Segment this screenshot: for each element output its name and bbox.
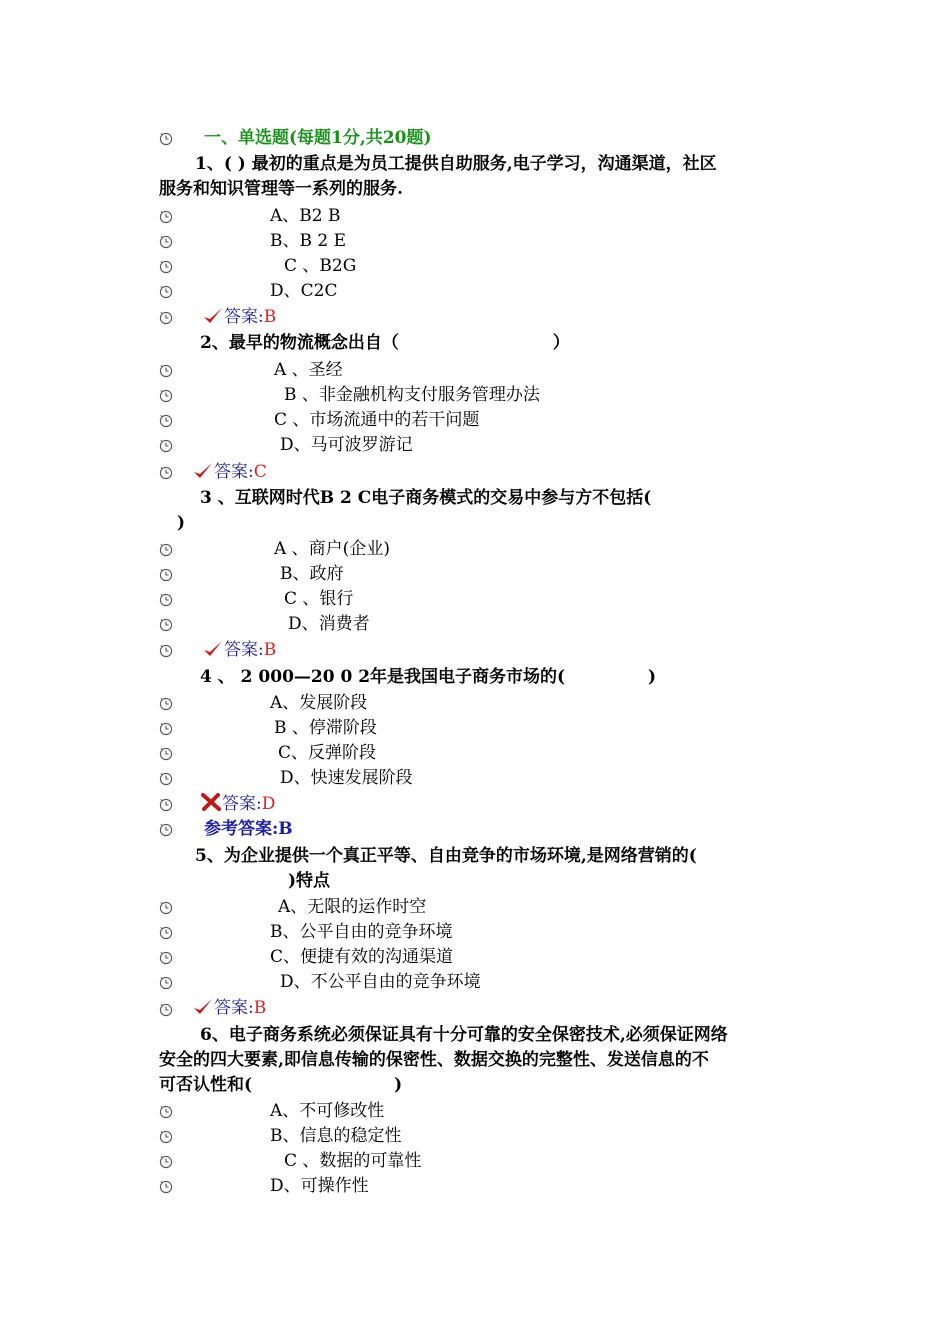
option-radio-icon[interactable] bbox=[159, 543, 173, 557]
q4-reference-answer bbox=[204, 817, 293, 842]
option-radio-icon[interactable] bbox=[159, 951, 173, 965]
question-1-stem: 1、( ) 最初的重点是为员工提供自助服务,电子学习，沟通渠道，社区 bbox=[195, 154, 717, 174]
option-radio-icon[interactable] bbox=[159, 439, 173, 453]
q2-answer bbox=[214, 460, 267, 485]
answer-label: 答案: bbox=[214, 998, 254, 1018]
answer-value: B bbox=[253, 998, 267, 1018]
answer-value: B bbox=[263, 307, 277, 327]
answer-label: 答案: bbox=[214, 462, 254, 482]
q5-option-c[interactable]: C、便捷有效的沟通渠道 bbox=[270, 947, 454, 967]
option-icon bbox=[159, 644, 173, 658]
check-icon bbox=[202, 306, 224, 326]
option-radio-icon[interactable] bbox=[159, 593, 173, 607]
option-radio-icon[interactable] bbox=[159, 747, 173, 761]
q2-option-b[interactable]: B 、非金融机构支付服务管理办法 bbox=[284, 385, 540, 405]
q1-option-b[interactable]: B、B 2 E bbox=[270, 231, 347, 251]
option-icon bbox=[159, 798, 173, 812]
option-icon bbox=[159, 311, 173, 325]
option-icon bbox=[159, 1003, 173, 1017]
q5-option-d[interactable]: D、不公平自由的竞争环境 bbox=[280, 972, 481, 992]
option-radio-icon[interactable] bbox=[159, 1105, 173, 1119]
option-radio-icon[interactable] bbox=[159, 772, 173, 786]
q2-option-d[interactable]: D、马可波罗游记 bbox=[280, 435, 413, 455]
answer-value: D bbox=[261, 794, 276, 814]
option-radio-icon[interactable] bbox=[159, 260, 173, 274]
q4-option-c[interactable]: C、反弹阶段 bbox=[278, 743, 377, 763]
option-radio-icon[interactable] bbox=[159, 901, 173, 915]
answer-value: C bbox=[253, 462, 267, 482]
q3-option-d[interactable]: D、消费者 bbox=[288, 614, 370, 634]
q1-option-a[interactable]: A、B2 B bbox=[270, 206, 341, 226]
q6-option-d[interactable]: D、可操作性 bbox=[270, 1176, 369, 1196]
q1-option-d[interactable]: D、C2C bbox=[270, 281, 338, 301]
reference-answer-value: B bbox=[278, 819, 293, 839]
q3-option-c[interactable]: C 、银行 bbox=[284, 589, 354, 609]
section-title: 一、单选题(每题1分,共20题) bbox=[204, 128, 432, 148]
wrong-x-icon bbox=[200, 792, 222, 812]
option-icon bbox=[159, 466, 173, 480]
q2-option-c[interactable]: C 、市场流通中的若干问题 bbox=[274, 410, 480, 430]
question-5-stem-cont: )特点 bbox=[288, 871, 331, 891]
option-radio-icon[interactable] bbox=[159, 568, 173, 582]
question-1-stem-cont: 服务和知识管理等一系列的服务. bbox=[159, 179, 403, 199]
q4-answer bbox=[222, 792, 275, 817]
option-icon bbox=[159, 823, 173, 837]
q1-option-c[interactable]: C 、B2G bbox=[284, 256, 357, 276]
option-radio-icon[interactable] bbox=[159, 1130, 173, 1144]
option-radio-icon[interactable] bbox=[159, 285, 173, 299]
check-icon bbox=[202, 639, 224, 659]
q5-option-b[interactable]: B、公平自由的竞争环境 bbox=[270, 922, 453, 942]
q4-option-b[interactable]: B 、停滞阶段 bbox=[274, 718, 377, 738]
q3-option-b[interactable]: B、政府 bbox=[280, 564, 344, 584]
question-2-stem: 2、最早的物流概念出自（ ） bbox=[200, 333, 570, 353]
q6-option-c[interactable]: C 、数据的可靠性 bbox=[284, 1151, 422, 1171]
reference-answer-label: 参考答案: bbox=[204, 819, 279, 839]
q6-option-a[interactable]: A、不可修改性 bbox=[270, 1101, 385, 1121]
q3-option-a[interactable]: A 、商户(企业) bbox=[274, 539, 390, 559]
q4-option-a[interactable]: A、发展阶段 bbox=[270, 693, 368, 713]
option-radio-icon[interactable] bbox=[159, 722, 173, 736]
question-6-stem: 6、电子商务系统必须保证具有十分可靠的安全保密技术,必须保证网络 bbox=[200, 1025, 728, 1045]
option-radio-icon[interactable] bbox=[159, 1180, 173, 1194]
option-icon bbox=[159, 132, 173, 146]
question-3-stem: 3 、互联网时代B 2 C电子商务模式的交易中参与方不包括( bbox=[200, 488, 652, 508]
option-radio-icon[interactable] bbox=[159, 235, 173, 249]
option-radio-icon[interactable] bbox=[159, 697, 173, 711]
q6-option-b[interactable]: B、信息的稳定性 bbox=[270, 1126, 402, 1146]
q5-answer bbox=[214, 996, 266, 1021]
q5-option-a[interactable]: A、无限的运作时空 bbox=[278, 897, 427, 917]
option-radio-icon[interactable] bbox=[159, 1155, 173, 1169]
q4-option-d[interactable]: D、快速发展阶段 bbox=[280, 768, 413, 788]
question-6-stem-cont: 安全的四大要素,即信息传输的保密性、数据交换的完整性、发送信息的不 bbox=[159, 1050, 709, 1070]
answer-label: 答案: bbox=[224, 640, 264, 660]
option-radio-icon[interactable] bbox=[159, 976, 173, 990]
question-3-stem-cont: ) bbox=[177, 513, 186, 533]
answer-value: B bbox=[263, 640, 277, 660]
option-radio-icon[interactable] bbox=[159, 926, 173, 940]
answer-label: 答案: bbox=[222, 794, 262, 814]
option-radio-icon[interactable] bbox=[159, 414, 173, 428]
option-radio-icon[interactable] bbox=[159, 364, 173, 378]
q2-option-a[interactable]: A 、圣经 bbox=[274, 360, 343, 380]
check-icon bbox=[192, 461, 214, 481]
q1-answer bbox=[224, 305, 276, 330]
question-6-stem-cont2: 可否认性和( ) bbox=[159, 1075, 403, 1095]
question-5-stem: 5、为企业提供一个真正平等、自由竞争的市场环境,是网络营销的( bbox=[195, 846, 697, 866]
answer-label: 答案: bbox=[224, 307, 264, 327]
option-radio-icon[interactable] bbox=[159, 210, 173, 224]
q3-answer bbox=[224, 638, 276, 663]
option-radio-icon[interactable] bbox=[159, 389, 173, 403]
check-icon bbox=[192, 997, 214, 1017]
question-4-stem: 4 、 2 000—20 0 2年是我国电子商务市场的( ) bbox=[200, 667, 656, 687]
option-radio-icon[interactable] bbox=[159, 618, 173, 632]
